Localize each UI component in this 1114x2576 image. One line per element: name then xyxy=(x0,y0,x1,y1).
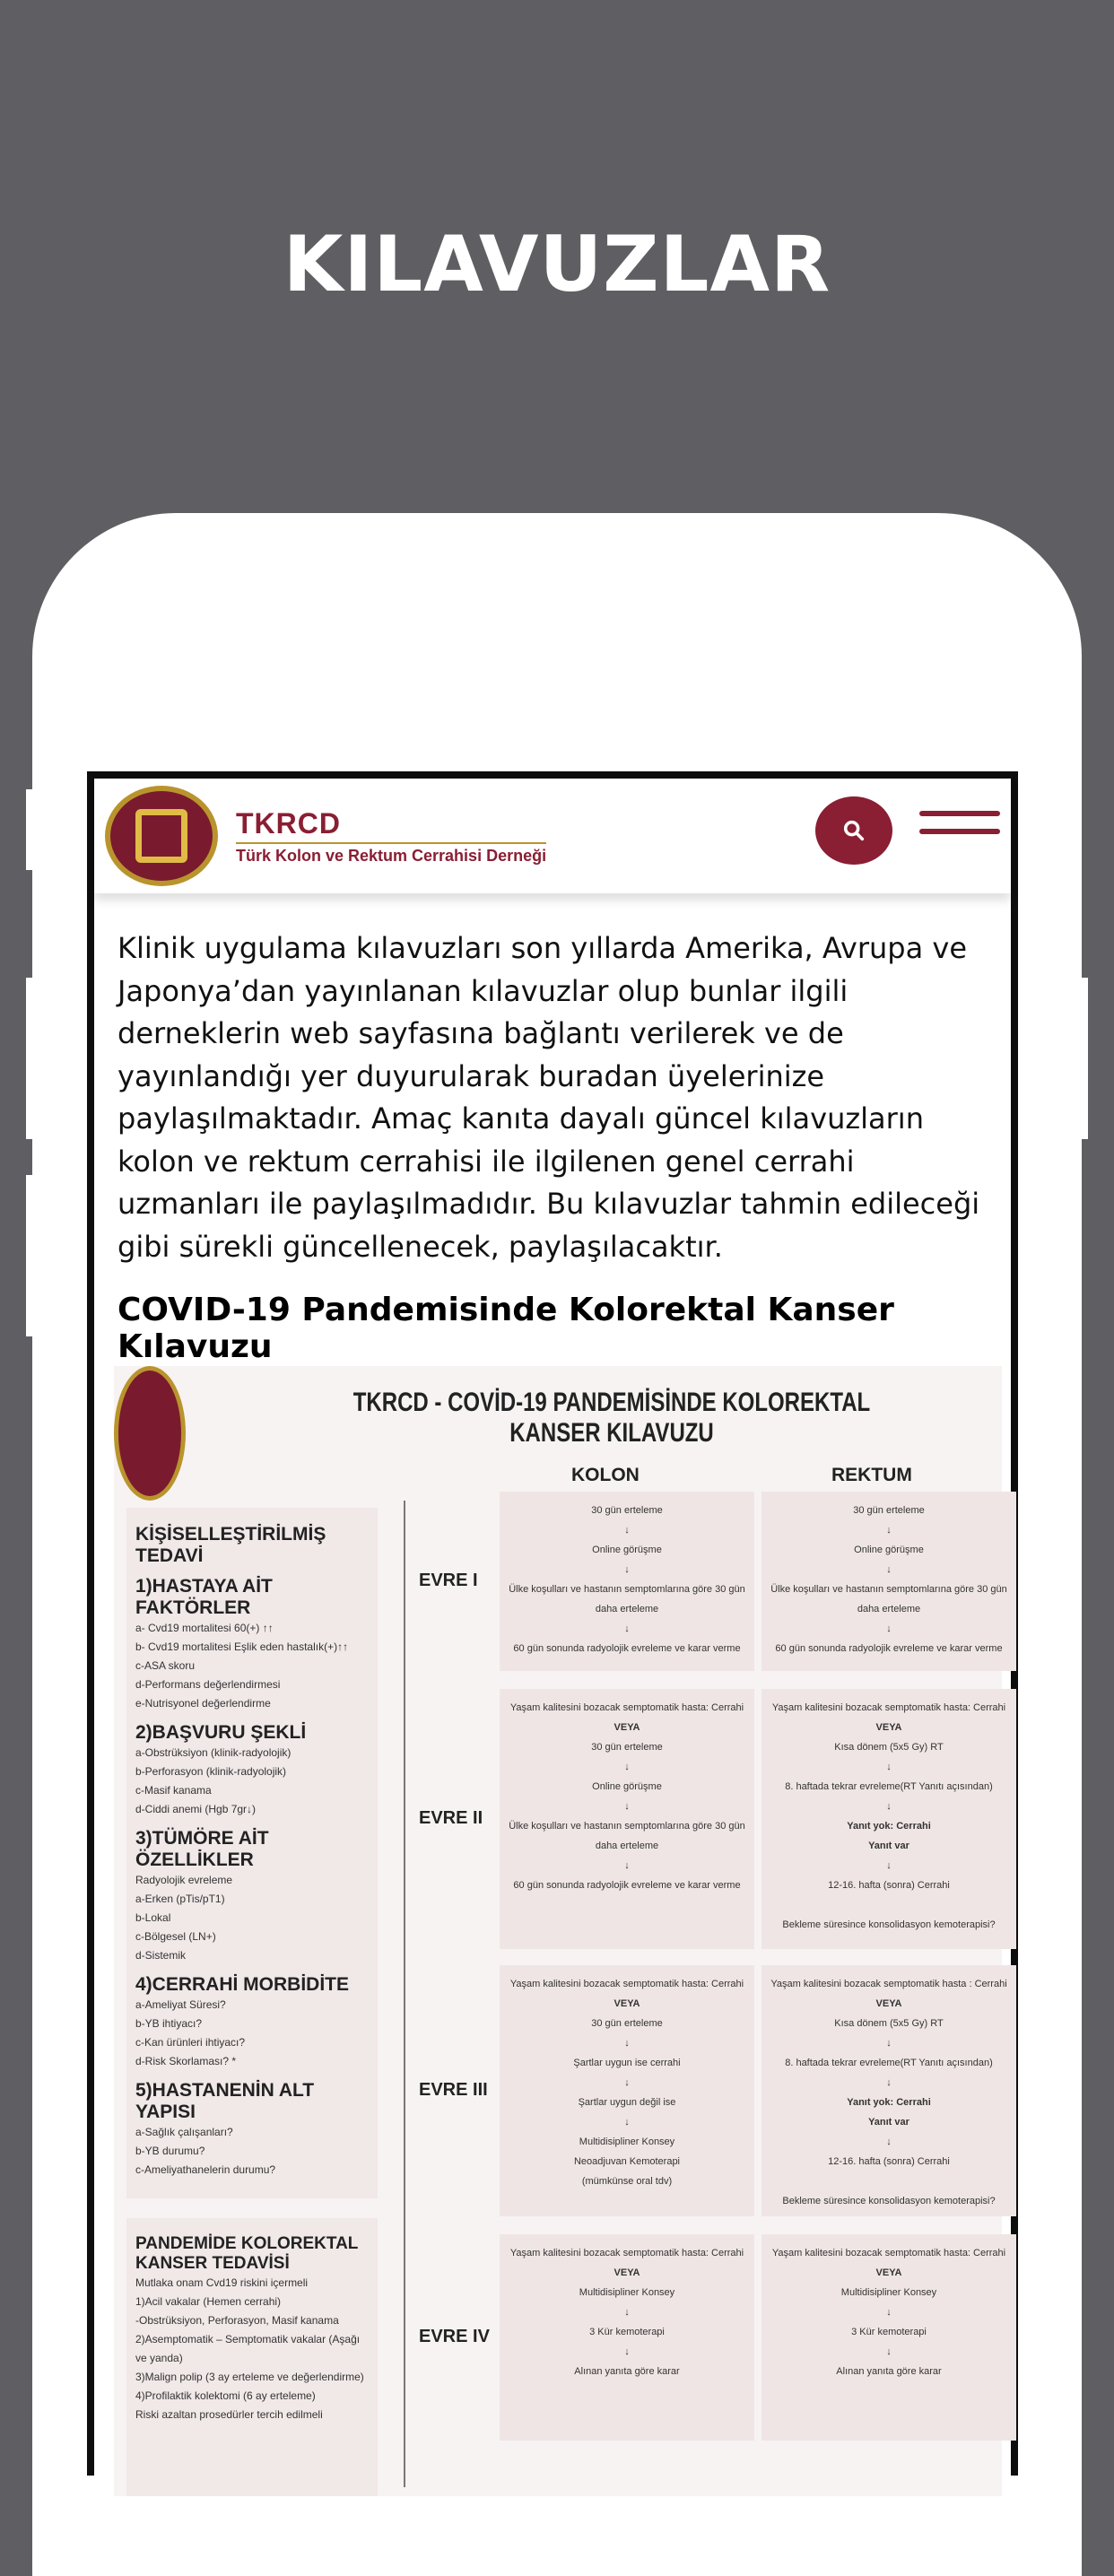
stage-line: VEYA xyxy=(875,1722,902,1733)
stage-line: Ülke koşulları ve hastanın semptomlarına göre 30 gün daha erteleme xyxy=(509,1584,745,1614)
left-panel-treatment xyxy=(126,2218,378,2496)
stage-label: EVRE II xyxy=(419,1808,483,1828)
divider xyxy=(404,1501,405,2487)
search-button[interactable] xyxy=(815,796,892,865)
stage-line: Yanıt var xyxy=(868,1841,909,1851)
factor-item: c-Masif kanama xyxy=(135,1784,212,1797)
factor-item: c-ASA skoru xyxy=(135,1659,196,1672)
stage-line: VEYA xyxy=(614,1722,640,1733)
guide-title: TKRCD - COVİD-19 PANDEMİSİNDE KOLOREKTAL KANSER KILAVUZU xyxy=(352,1388,871,1448)
phone-screen xyxy=(87,771,1018,2476)
treatment-item: 4)Profilaktik kolektomi (6 ay erteleme) xyxy=(135,2389,316,2402)
stage-line: 8. haftada tekrar evreleme(RT Yanıtı açısından) xyxy=(785,1781,993,1792)
treatment-item: 3)Malign polip (3 ay erteleme ve değerlendirme) xyxy=(135,2371,364,2383)
stage-line: Multidisipliner Konsey xyxy=(579,2137,675,2147)
stage-line: Yaşam kalitesini bozacak semptomatik hasta: Cerrahi xyxy=(771,1702,1006,1713)
factor-heading: 4)CERRAHİ MORBİDİTE xyxy=(135,1974,350,1995)
left-panel-factors xyxy=(126,1508,378,2198)
factor-item: c-Ameliyathanelerin durumu? xyxy=(135,2163,276,2176)
factor-item: b-YB ihtiyacı? xyxy=(135,2017,203,2030)
stage-line: Yanıt yok: Cerrahi xyxy=(847,2097,931,2108)
stage-box-kolon xyxy=(500,1689,754,1949)
stage-line: 12-16. hafta (sonra) Cerrahi xyxy=(828,1880,950,1891)
stage-line: ↓ xyxy=(624,1525,630,1536)
factor-item: a-Sağlık çalışanları? xyxy=(135,2126,233,2138)
stage-line: ↓ xyxy=(624,2307,630,2318)
search-icon xyxy=(841,818,866,843)
stage-line: ↓ xyxy=(886,1762,892,1772)
factor-item: d-Performans değerlendirmesi xyxy=(135,1678,281,1691)
factor-item: d-Ciddi anemi (Hgb 7gr↓) xyxy=(135,1803,257,1815)
site-header xyxy=(94,779,1011,893)
stage-label: EVRE III xyxy=(419,2080,488,2100)
stage-box-kolon xyxy=(500,2234,754,2441)
stage-line: Şartlar uygun ise cerrahi xyxy=(573,2058,681,2068)
stage-line: ↓ xyxy=(624,1564,630,1575)
stage-line: Bekleme süresince konsolidasyon kemoterapisi? xyxy=(782,1919,996,1930)
treatment-item: Riski azaltan prosedürler tercih edilmeli xyxy=(135,2408,323,2421)
stage-line: Yaşam kalitesini bozacak semptomatik hasta: Cerrahi xyxy=(771,2248,1006,2258)
factor-item: d-Sistemik xyxy=(135,1949,187,1962)
logo-subtitle: Türk Kolon ve Rektum Cerrahisi Derneği xyxy=(236,842,546,866)
stage-line xyxy=(767,1895,1011,1915)
stage-line: ↓ xyxy=(624,2117,630,2128)
col-header-kolon: KOLON xyxy=(571,1465,640,1485)
stage-line: ↓ xyxy=(624,2038,630,2049)
intro-text: Klinik uygulama kılavuzları son yıllarda Amerika, Avrupa ve Japonya’dan yayınlanan kılavuzlar olup bunlar ilgili derneklerin web sayfasına bağlantı verilerek ve de yayınlandığı yer duyurularak buradan üyelerinize paylaşılmaktadır. Amaç kanıta dayalı güncel kılavuzların kolon ve rektum cerrahisi ile ilgilenen genel cerrahi uzmanları ile paylaşılmadıdır. Bu kılavuzlar tahmin edileceği gibi sürekli güncellenecek, paylaşılacaktır. xyxy=(117,931,980,1264)
stage-line: ↓ xyxy=(624,1623,630,1634)
stage-line: ↓ xyxy=(886,1564,892,1575)
stage-line: ↓ xyxy=(624,2346,630,2357)
stage-box-rektum xyxy=(762,1689,1016,1949)
guide-seal-icon xyxy=(114,1366,186,1501)
stage-line: ↓ xyxy=(886,1801,892,1812)
stage-line: 60 gün sonunda radyolojik evreleme ve karar verme xyxy=(513,1643,741,1654)
stage-line: Kısa dönem (5x5 Gy) RT xyxy=(834,1742,944,1753)
guideline-image[interactable] xyxy=(114,1366,1007,2496)
stage-line: 60 gün sonunda radyolojik evreleme ve karar verme xyxy=(513,1880,741,1891)
stage-line: VEYA xyxy=(614,1998,640,2009)
factor-item: e-Nutrisyonel değerlendirme xyxy=(135,1697,271,1710)
stage-line: ↓ xyxy=(886,1525,892,1536)
factor-subheading: 1)HASTAYA AİT FAKTÖRLER xyxy=(135,1576,273,1618)
stage-line: ↓ xyxy=(886,2346,892,2357)
factor-item: b-Perforasyon (klinik-radyolojik) xyxy=(135,1765,287,1778)
stage-line: 8. haftada tekrar evreleme(RT Yanıtı açısından) xyxy=(785,2058,993,2068)
logo-title: TKRCD xyxy=(236,806,341,840)
stage-line: 30 gün erteleme xyxy=(591,1742,663,1753)
factor-heading: KİŞİSELLEŞTİRİLMİŞ TEDAVİ xyxy=(135,1524,326,1566)
stage-line: ↓ xyxy=(886,1623,892,1634)
factor-item: Radyolojik evreleme xyxy=(135,1874,233,1886)
stage-line: Yaşam kalitesini bozacak semptomatik hasta : Cerrahi xyxy=(770,1979,1007,1989)
stage-line: VEYA xyxy=(614,2267,640,2278)
stage-line: Yaşam kalitesini bozacak semptomatik hasta: Cerrahi xyxy=(509,1979,744,1989)
factor-item: b- Cvd19 mortalitesi Eşlik eden hastalık(+)↑↑ xyxy=(135,1640,349,1653)
stage-line: Ülke koşulları ve hastanın semptomlarına göre 30 gün daha erteleme xyxy=(770,1584,1007,1614)
stage-line: ↓ xyxy=(624,1860,630,1871)
treatment-heading: PANDEMİDE KOLOREKTAL KANSER TEDAVİSİ xyxy=(135,2234,359,2273)
stage-line: Online görüşme xyxy=(854,1545,924,1555)
stage-line: Neoadjuvan Kemoterapi xyxy=(573,2156,681,2167)
stage-line: Alınan yanıta göre karar xyxy=(836,2366,942,2377)
factor-item: c-Bölgesel (LN+) xyxy=(135,1930,216,1943)
treatment-item: 2)Asemptomatik – Semptomatik vakalar (Aşağı ve yanda) xyxy=(135,2333,361,2364)
treatment-item: Mutlaka onam Cvd19 riskini içermeli xyxy=(135,2276,309,2289)
factor-item: a-Obstrüksiyon (klinik-radyolojik) xyxy=(135,1746,292,1759)
stage-line: ↓ xyxy=(886,2137,892,2147)
stage-line: VEYA xyxy=(875,2267,902,2278)
stage-line: ↓ xyxy=(624,2077,630,2088)
stage-line: ↓ xyxy=(624,1762,630,1772)
stage-line: 30 gün erteleme xyxy=(853,1505,925,1516)
section-title: COVID-19 Pandemisinde Kolorektal Kanser Kılavuzu xyxy=(117,1292,894,1365)
stage-box-kolon xyxy=(500,1965,754,2216)
stage-line: Alınan yanıta göre karar xyxy=(574,2366,680,2377)
stage-line: ↓ xyxy=(886,2038,892,2049)
stage-line: 30 gün erteleme xyxy=(591,2018,663,2029)
stage-line: Şartlar uygun değil ise xyxy=(578,2097,676,2108)
stage-line: 3 Kür kemoterapi xyxy=(589,2327,665,2337)
stage-line: Multidisipliner Konsey xyxy=(579,2287,675,2298)
stage-line: Online görüşme xyxy=(592,1545,662,1555)
stage-label: EVRE I xyxy=(419,1571,478,1590)
stage-line: ↓ xyxy=(886,2307,892,2318)
hamburger-line xyxy=(919,829,1000,834)
factor-item: b-YB durumu? xyxy=(135,2145,205,2157)
stage-line: VEYA xyxy=(875,1998,902,2009)
factor-heading: 5)HASTANENİN ALT YAPISI xyxy=(135,2080,315,2122)
factor-heading: 2)BAŞVURU ŞEKLİ xyxy=(135,1722,307,1743)
stage-box-rektum xyxy=(762,2234,1016,2441)
stage-line: ↓ xyxy=(624,1801,630,1812)
logo-text[interactable] xyxy=(236,807,546,866)
stage-line: Kısa dönem (5x5 Gy) RT xyxy=(834,2018,944,2029)
tkrcd-logo-icon[interactable] xyxy=(105,786,218,886)
treatment-item: 1)Acil vakalar (Hemen cerrahi) xyxy=(135,2295,282,2308)
stage-line: Bekleme süresince konsolidasyon kemoterapisi? xyxy=(782,2196,996,2206)
stage-line: 12-16. hafta (sonra) Cerrahi xyxy=(828,2156,950,2167)
stage-line: Ülke koşulları ve hastanın semptomlarına göre 30 gün daha erteleme xyxy=(509,1821,745,1851)
page-headline: KILAVUZLAR xyxy=(283,220,831,309)
stage-box-rektum xyxy=(762,1492,1016,1671)
stage-line: 60 gün sonunda radyolojik evreleme ve karar verme xyxy=(775,1643,1003,1654)
factor-item: a-Erken (pTis/pT1) xyxy=(135,1893,225,1905)
stage-label: EVRE IV xyxy=(419,2327,490,2346)
stage-line: Yaşam kalitesini bozacak semptomatik hasta: Cerrahi xyxy=(509,2248,744,2258)
factor-item: d-Risk Skorlaması? * xyxy=(135,2055,237,2067)
treatment-item: -Obstrüksiyon, Perforasyon, Masif kanama xyxy=(135,2314,339,2327)
factor-item: a-Ameliyat Süresi? xyxy=(135,1998,226,2011)
stage-line: Online görüşme xyxy=(592,1781,662,1792)
stage-box-rektum xyxy=(762,1965,1016,2216)
col-header-rektum: REKTUM xyxy=(831,1465,912,1485)
stage-line: Yanıt var xyxy=(868,2117,909,2128)
factor-heading: 3)TÜMÖRE AİT ÖZELLİKLER xyxy=(135,1828,269,1870)
stage-box-kolon xyxy=(500,1492,754,1671)
factor-item: c-Kan ürünleri ihtiyacı? xyxy=(135,2036,246,2049)
hamburger-icon xyxy=(919,811,1000,816)
stage-line: Multidisipliner Konsey xyxy=(840,2287,937,2298)
stage-line: 30 gün erteleme xyxy=(591,1505,663,1516)
stage-line: Yanıt yok: Cerrahi xyxy=(847,1821,931,1832)
stage-line xyxy=(767,2171,1011,2191)
stage-line: Yaşam kalitesini bozacak semptomatik hasta: Cerrahi xyxy=(509,1702,744,1713)
stage-line: ↓ xyxy=(886,1860,892,1871)
factor-item: a- Cvd19 mortalitesi 60(+) ↑↑ xyxy=(135,1622,274,1634)
factor-item: b-Lokal xyxy=(135,1911,171,1924)
stage-line: (mümkünse oral tdv) xyxy=(581,2176,673,2187)
stage-line: ↓ xyxy=(886,2077,892,2088)
menu-button[interactable] xyxy=(919,811,1000,850)
stage-line: 3 Kür kemoterapi xyxy=(851,2327,927,2337)
